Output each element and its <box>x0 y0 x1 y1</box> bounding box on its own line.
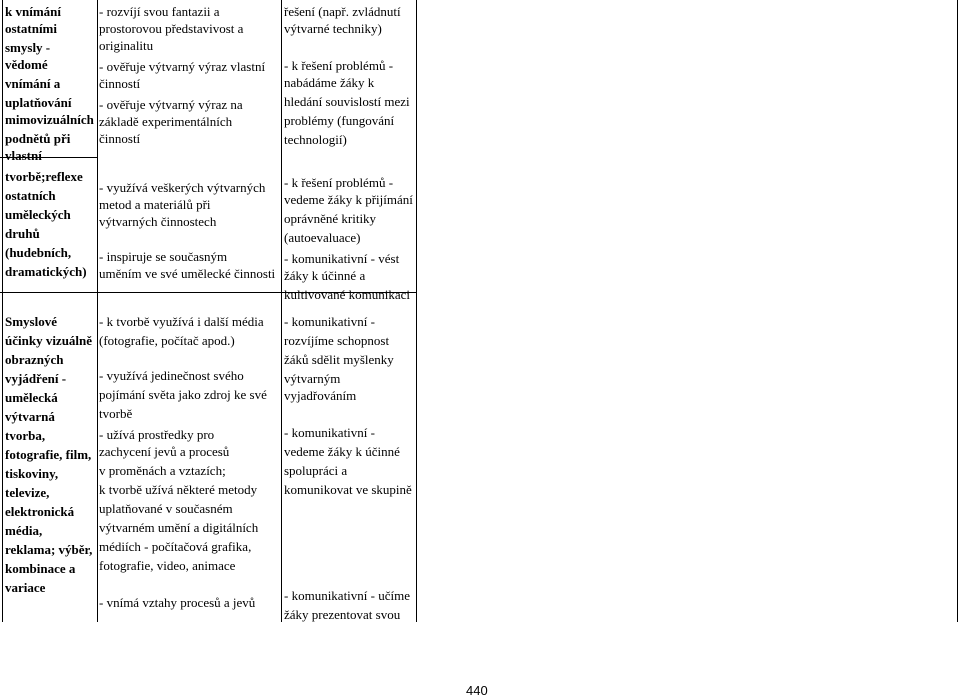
outcome-line: - inspiruje se současným <box>99 249 228 264</box>
outcome-line: prostorovou představivost a <box>99 21 244 36</box>
table-left-border <box>2 0 3 622</box>
outcome-line: - využívá veškerých výtvarných <box>99 180 266 195</box>
outcome-line: uplatňované v současném <box>99 501 233 516</box>
outcome-line: činností <box>99 76 141 91</box>
topic-line: k vnímání <box>5 4 61 19</box>
outcome-line: - vnímá vztahy procesů a jevů <box>99 595 256 610</box>
competence-line: vyjadřováním <box>284 388 357 403</box>
outcome-line: (fotografie, počítač apod.) <box>99 333 235 348</box>
competence-line: - k řešení problémů - <box>284 58 394 73</box>
competence-line: výtvarné techniky) <box>284 21 382 36</box>
topic-line: ostatních <box>5 188 56 203</box>
outcome-line: výtvarných činnostech <box>99 214 217 229</box>
topic-line: tvorba, <box>5 428 46 443</box>
topic-line: Smyslové <box>5 314 57 329</box>
topic-line: výtvarná <box>5 409 55 424</box>
topic-line: (hudebních, <box>5 245 72 260</box>
topic-line: elektronická <box>5 504 75 519</box>
topic-line: televize, <box>5 485 50 500</box>
competence-line: - komunikativní - <box>284 425 375 440</box>
outcome-line: k tvorbě užívá některé metody <box>99 482 258 497</box>
topic-line: podnětů při <box>5 131 71 146</box>
topic-line: kombinace a <box>5 561 76 576</box>
competence-line: výtvarným <box>284 371 341 386</box>
topic-line: vnímání a <box>5 76 61 91</box>
topic-line: druhů <box>5 226 40 241</box>
topic-line: uplatňování <box>5 95 72 110</box>
column-divider-3 <box>416 0 417 622</box>
outcome-line: zachycení jevů a procesů <box>99 444 230 459</box>
competence-line: kultivované komunikaci <box>284 287 411 302</box>
competence-line: (autoevaluace) <box>284 230 361 245</box>
outcome-line: tvorbě <box>99 406 133 421</box>
competence-line: spolupráci a <box>284 463 348 478</box>
outcome-line: - užívá prostředky pro <box>99 427 215 442</box>
outcome-line: výtvarném umění a digitálních <box>99 520 259 535</box>
competence-line: žáků sdělit myšlenky <box>284 352 394 367</box>
topic-line: uměleckých <box>5 207 71 222</box>
outcome-line: činností <box>99 131 141 146</box>
topic-line: vlastní <box>5 148 42 163</box>
topic-line: vědomé <box>5 57 48 72</box>
outcome-line: médiích - počítačová grafika, <box>99 539 252 554</box>
competence-cell-1 <box>284 3 413 303</box>
topic-cell-2 <box>5 313 92 596</box>
competence-line: žáky k účinné a <box>284 268 366 283</box>
outcome-line: - k tvorbě využívá i další média <box>99 314 264 329</box>
competence-line: vedeme žáky k účinné <box>284 444 400 459</box>
outcome-line: v proměnách a vztazích; <box>99 463 226 478</box>
topic-line: obrazných <box>5 352 64 367</box>
outcome-line: pojímání světa jako zdroj ke své <box>99 387 267 402</box>
competence-line: - komunikativní - vést <box>284 251 400 266</box>
column-divider-1 <box>97 0 98 622</box>
topic-line: dramatických) <box>5 264 87 279</box>
outcome-line: - ověřuje výtvarný výraz na <box>99 97 243 112</box>
outcome-line: - využívá jedinečnost svého <box>99 368 244 383</box>
competence-line: žáky prezentovat svou <box>284 607 401 622</box>
column-divider-2 <box>281 0 282 622</box>
topic-line: média, <box>5 523 43 538</box>
outcome-line: metod a materiálů při <box>99 197 211 212</box>
outcome-line: uměním ve své umělecké činnosti <box>99 266 276 281</box>
topic-line: vyjádření - <box>5 371 67 386</box>
outcome-line: originalitu <box>99 38 154 53</box>
outcome-line: základě experimentálních <box>99 114 233 129</box>
competence-line: - komunikativní - <box>284 314 375 329</box>
outcome-line: fotografie, video, animace <box>99 558 236 573</box>
competence-line: oprávněné kritiky <box>284 211 377 226</box>
topic-line: mimovizuálních <box>5 112 94 127</box>
topic-line: smysly - <box>5 40 51 55</box>
outcome-line: - ověřuje výtvarný výraz vlastní <box>99 59 266 74</box>
outcome-cell-2 <box>99 313 267 611</box>
outcome-cell-1 <box>99 3 275 282</box>
topic-line: tiskoviny, <box>5 466 59 481</box>
topic-cell-1 <box>5 3 94 280</box>
topic-line: tvorbě;reflexe <box>5 169 83 184</box>
page-number: 440 <box>466 683 488 698</box>
table-right-border <box>957 0 958 622</box>
topic-line: ostatními <box>5 21 57 36</box>
topic-line: umělecká <box>5 390 58 405</box>
competence-line: vedeme žáky k přijímání <box>284 192 413 207</box>
topic-line: variace <box>5 580 46 595</box>
competence-line: - k řešení problémů - <box>284 175 394 190</box>
competence-cell-2 <box>284 313 412 623</box>
topic-line: účinky vizuálně <box>5 333 93 348</box>
competence-line: řešení (např. zvládnutí <box>284 4 401 19</box>
competence-line: nabádáme žáky k <box>284 75 375 90</box>
competence-line: hledání souvislostí mezi <box>284 94 410 109</box>
topic-line: fotografie, film, <box>5 447 92 462</box>
topic-line: reklama; výběr, <box>5 542 93 557</box>
outcome-line: - rozvíjí svou fantazii a <box>99 4 220 19</box>
competence-line: rozvíjíme schopnost <box>284 333 390 348</box>
competence-line: - komunikativní - učíme <box>284 588 411 603</box>
competence-line: technologií) <box>284 132 347 147</box>
competence-line: komunikovat ve skupině <box>284 482 412 497</box>
competence-line: problémy (fungování <box>284 113 395 128</box>
